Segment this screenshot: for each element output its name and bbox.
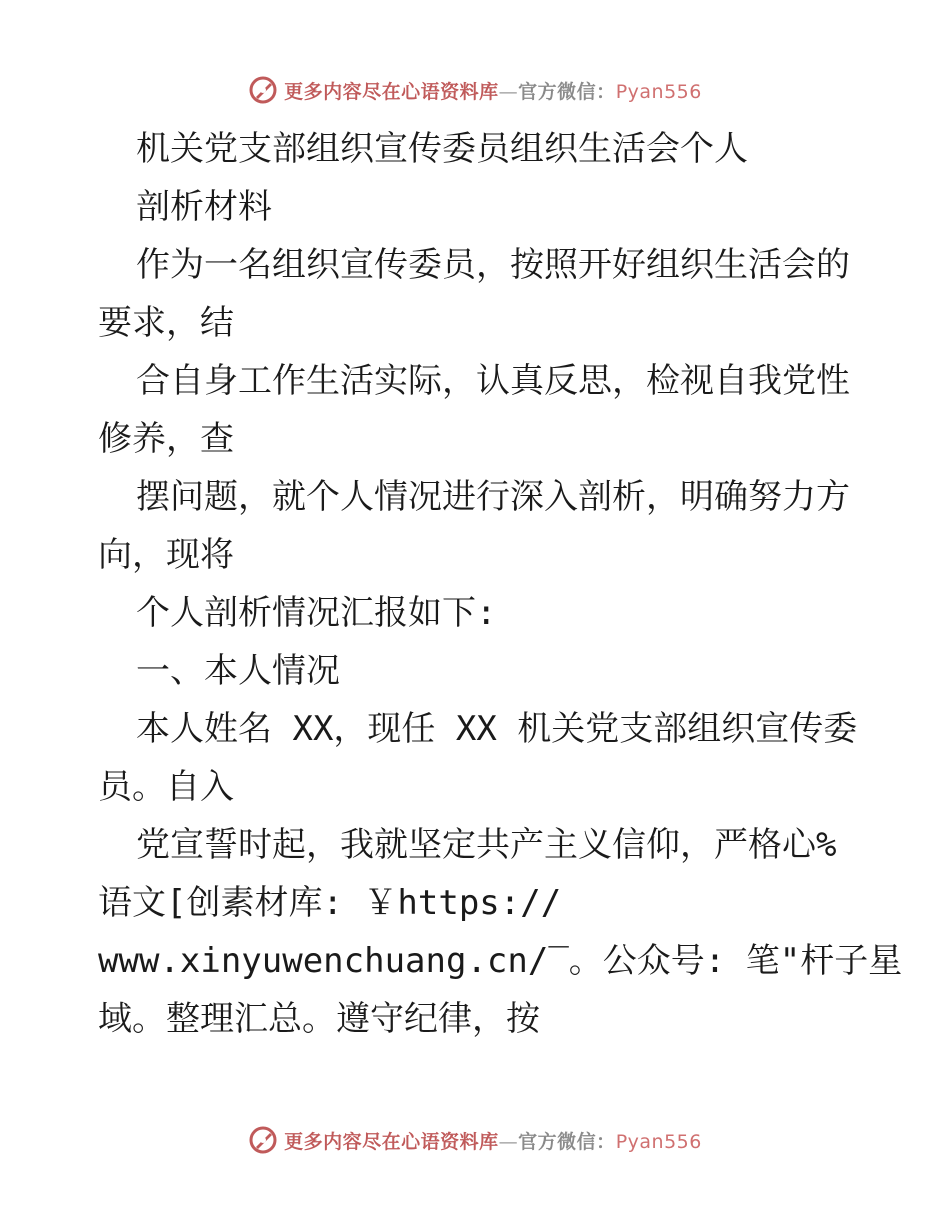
- paragraph-line: 本人姓名 XX，现任 XX 机关党支部组织宣传委: [136, 709, 858, 749]
- watermark-main: 更多内容尽在心语资料库: [284, 1130, 499, 1153]
- paragraph-line: 域。整理汇总。遵守纪律，按: [98, 999, 540, 1039]
- watermark-dash: —: [498, 80, 519, 103]
- watermark-main: 更多内容尽在心语资料库: [284, 80, 499, 103]
- header-watermark: [0, 70, 950, 110]
- paragraph-line: 要求，结: [98, 303, 234, 343]
- watermark-text: [284, 1127, 702, 1154]
- watermark-dash: —: [498, 1130, 519, 1153]
- paragraph-line: 员。自入: [98, 767, 234, 807]
- paragraph-line: 个人剖析情况汇报如下:: [136, 593, 497, 633]
- paragraph-line: 语文[创素材库: ￥https://: [98, 883, 562, 923]
- doc-title-line-2: 剖析材料: [136, 187, 272, 227]
- footer-watermark: [0, 1120, 950, 1160]
- paragraph-line: 向，现将: [98, 535, 234, 575]
- watermark-id: Pyan556: [615, 1130, 702, 1153]
- watermark-official: 官方微信：: [518, 80, 616, 103]
- paragraph-line: 作为一名组织宣传委员，按照开好组织生活会的: [136, 245, 850, 285]
- quill-logo-icon: [248, 75, 278, 105]
- paragraph-line: www.xinyuwenchuang.cn/‾。公众号: 笔"杆子星: [98, 941, 903, 981]
- watermark-id: Pyan556: [615, 80, 702, 103]
- watermark-official: 官方微信：: [518, 1130, 616, 1153]
- paragraph-line: 修养，查: [98, 419, 234, 459]
- paragraph-line: 摆问题，就个人情况进行深入剖析，明确努力方: [136, 477, 850, 517]
- watermark-text: [284, 77, 702, 104]
- paragraph-line: 党宣誓时起，我就坚定共产主义信仰，严格心%: [136, 825, 837, 865]
- paragraph-line: 合自身工作生活实际，认真反思，检视自我党性: [136, 361, 850, 401]
- section-heading: 一、本人情况: [136, 651, 340, 691]
- quill-logo-icon: [248, 1125, 278, 1155]
- doc-title-line-1: 机关党支部组织宣传委员组织生活会个人: [136, 129, 748, 169]
